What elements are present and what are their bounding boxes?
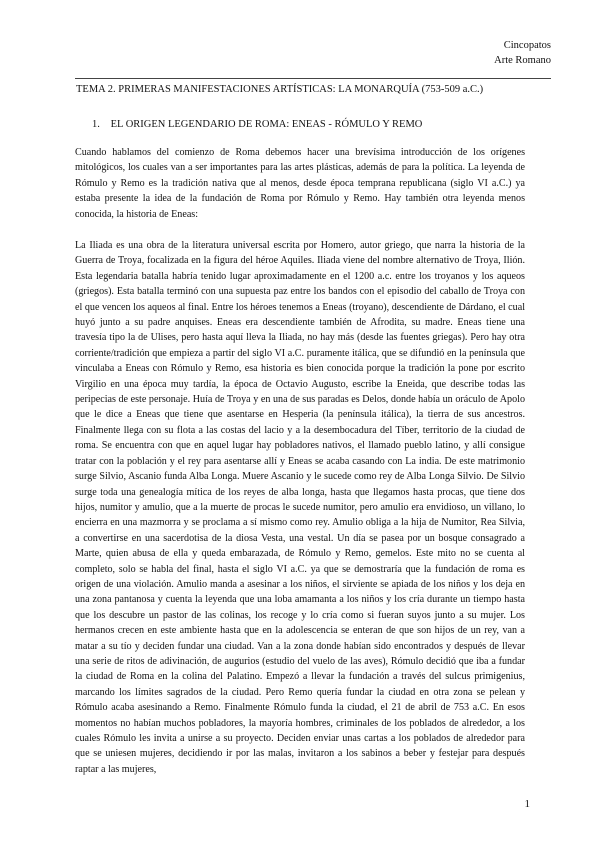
paragraph-text: La Iliada es una obra de la literatura universal escrita por Homero, autor griego, que narra la historia de la Guerra de Troya, focalizada en la figura del héroe Aquiles. Iliada viene del nombre alternativo de Troya, Ilión. Esta legendaria batalla habría tenido lugar aproximadamente en el 1200 a.c. entre los troyanos y los aqueos (griegos). Esta batalla terminó con una supuesta paz entre los bandos con el episodio del caballo de Troya con el que vencen los aqueos al final. Entre los héroes tenemos a Eneas (troyano), descendiente de Dárdano, el cual huyó junto a su padre anquises. Eneas era descendiente también de Afrodita, su madre. Eneas tiene una travesía tipo la de Ulises, pero hasta aquí lleva la Iliada, no hay más (desde las fuentes griegas). Pero hay otra corriente/tradición que empieza a partir del siglo VI a.C. puramente itálica, que se difundió en la península que vinculaba a Eneas con Rómulo y Remo, esa historia es bien conocida porque la tradición la pone por escrito Virgilio en una época muy tardía, la época de Octavio Augusto, escribe la Eneida, que describe todas las peripecias de este personaje. Huía de Troya y en una de sus paradas es Delos, donde había un oráculo de Apolo que le dice a Eneas que tiene que asentarse en Hesperia (la península itálica), la tierra de sus ancestros. Finalmente llega con su flota a las costas del lacio y a la desembocadura del Tíber, territorio de la ciudad de roma. Se encuentra con que en aquel lugar hay pobladores nativos, el llamado pueblo latino, y allí consigue tratar con la población y el rey para asentarse allí y Eneas se acaba casando con La india. De este matrimonio surge Silvio, Ascanio funda Alba Longa. Muere Ascanio y le sucede como rey de Alba Longa Silvio. De Silvio surge toda una genealogía mítica de los reyes de alba longa, hasta que llegamos hasta procas, que tiene dos hijos, numitor y amulio, que a la muerte de procas le sucede numitor, pero amulio era envidioso, un villano, lo encierra en una mazmorra y se proclama a sí mismo como rey. Amulio obliga a la hija de Numitor, Rea Silvia, a convertirse en una sacerdotisa de la diosa Vesta, una vestal. Un día se pasea por un bosque consagrado a Marte, quien abusa de ella y queda embarazada, de Rómulo y Remo, gemelos. Este mito no se cuenta al completo, solo se habla del final, hasta el siglo VI a.C. ya que se demostraría que la fundación de roma es origen de una violación. Amulio manda a asesinar a los niños, el sirviente se apiada de los niños y los deja en una zona pantanosa y cuenta la leyenda que una loba amamanta a los niños y los cría durante un tiempo hasta que los descubre un pastor de las colinas, los recoge y lo cría como si fueran suyos junto a su mujer. Los hermanos crecen en este ambiente hasta que en la adolescencia se enteran de que son hijos de un rey, van a matar a su tío y deciden fundar una ciudad. Van a la zona donde habían sido encontrados y después de llevar una serie de ritos de adivinación, de augurios (estudio del vuelo de las aves), Rómulo decidió que iba a fundar la ciudad de Roma en la colina del Palatino. Empezó a llevar la fundación a través del sulcus primigenius, marcando los límites sagrados de la ciudad. Pero Remo quería fundar la ciudad en otra zona se pelean y Rómulo acaba asesinando a Remo. Finalmente Rómulo funda la ciudad, el 21 de abril de 753 a.C. En esos momentos no habían muchos pobladores, la mayoría hombres, criminales de los poblados de alrededor, a los cuales Rómulo les invita a unirse a su proyecto. Deciden enviar unas cartas a los poblados de alrededor para que se uniesen mujeres, decidiendo ir por las malas, invitaron a los sabinos a beber y festejar para después raptar a las mujeres, [75, 240, 525, 775]
page-number: 1 [524, 798, 530, 810]
header-divider [75, 78, 551, 79]
header-author: Cincopatos [503, 40, 551, 51]
section-heading [92, 119, 422, 130]
header-subject: Arte Romano [494, 55, 551, 66]
page-header [494, 38, 551, 68]
section-number: 1. [92, 119, 100, 130]
body-paragraph-2 [75, 238, 525, 777]
section-title: EL ORIGEN LEGENDARIO DE ROMA: ENEAS - RÓMULO Y REMO [110, 119, 423, 130]
document-title: TEMA 2. PRIMERAS MANIFESTACIONES ARTÍSTICAS: LA MONARQUÍA (753-509 a.C.) [76, 84, 484, 95]
body-paragraph-1 [75, 145, 525, 222]
paragraph-text: Cuando hablamos del comienzo de Roma debemos hacer una brevísima introducción de los orígenes mitológicos, los cuales van a ser importantes para las artes plásticas, además de para la política. La leyenda de Rómulo y Remo es la tradición nativa que al menos, desde época temprana republicana (siglo VI a.C.) ya estaba presente la idea de la fundación de Roma por Rómulo y Remo. Hay también otra leyenda menos conocida, la historia de Eneas: [75, 147, 525, 220]
